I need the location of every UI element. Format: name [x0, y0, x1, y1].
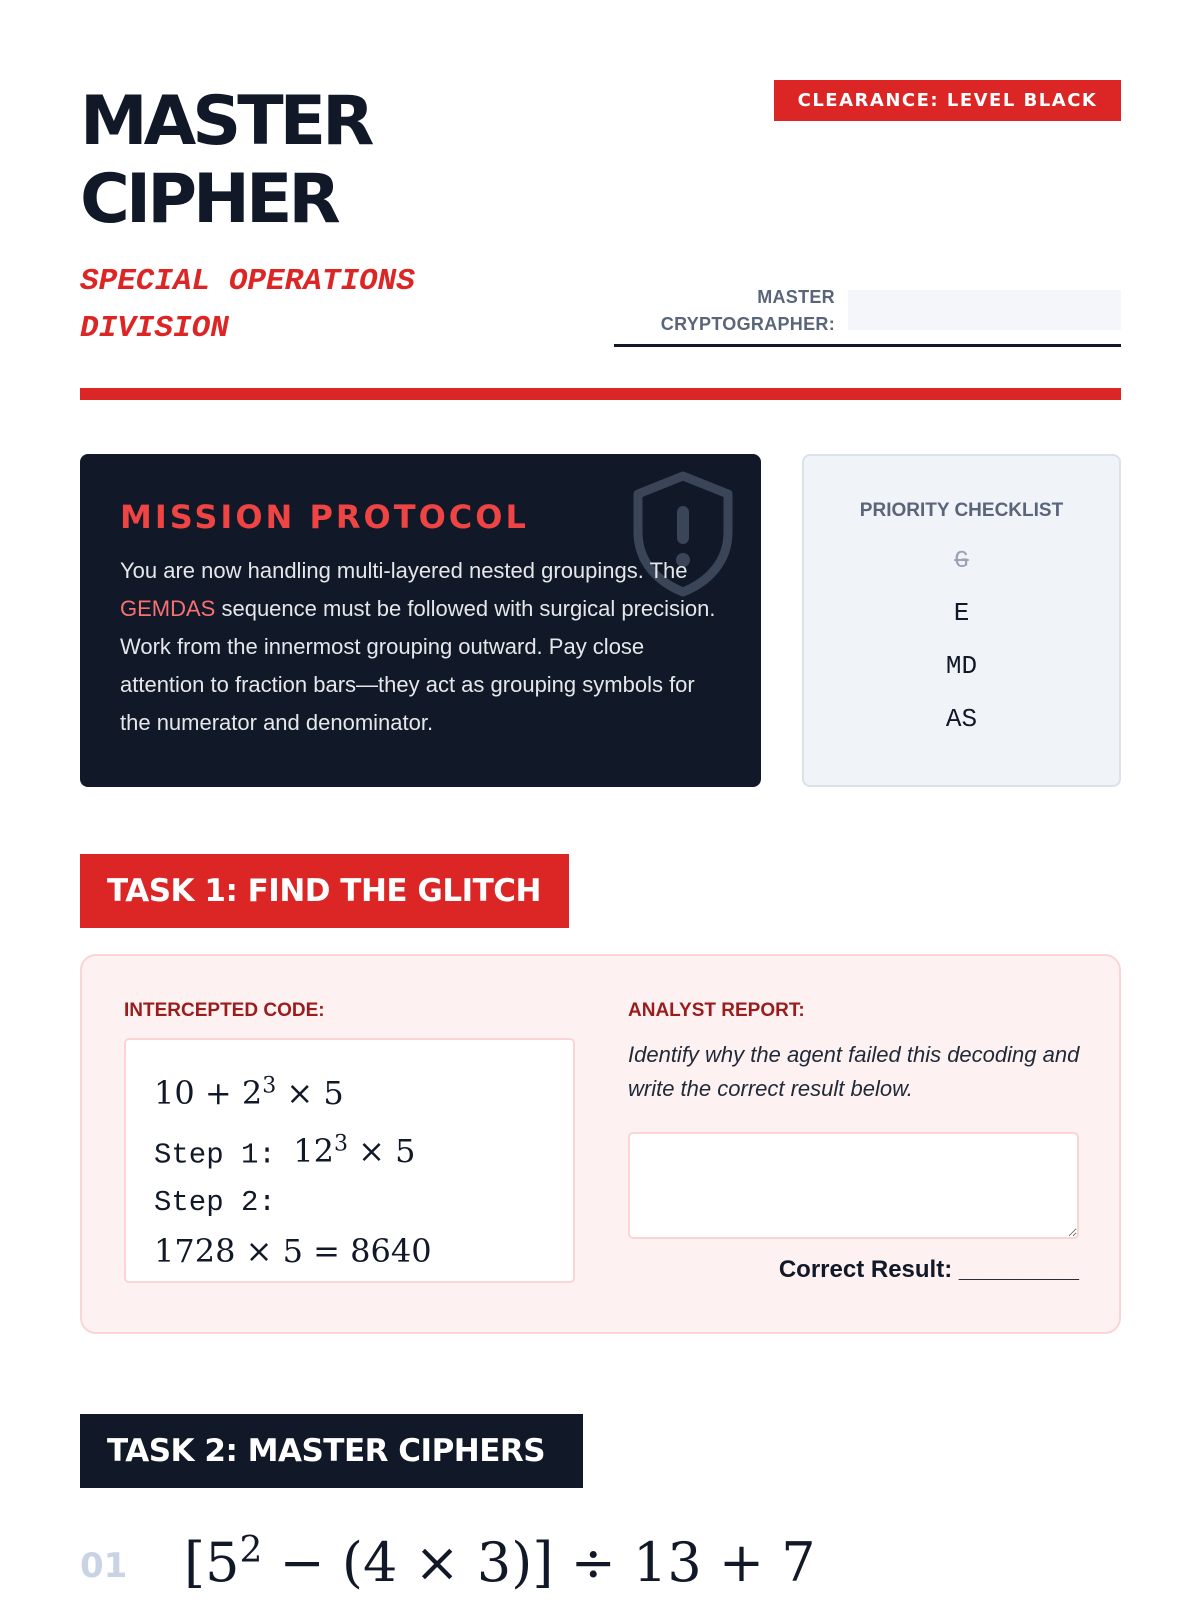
mission-protocol-card — [80, 454, 761, 787]
page-subtitle: SPECIAL OPERATIONS DIVISION — [80, 264, 415, 346]
code-line-1: $10 + 2^3 \times 5$ — [154, 1073, 344, 1112]
intercepted-code-box — [124, 1038, 575, 1283]
code-line-3: Step 2: — [154, 1186, 276, 1220]
code-line-4: 1728 × 5 = 8640 — [154, 1232, 432, 1271]
correct-result-line: Correct Result: _________ — [778, 1256, 1079, 1283]
clearance-badge: CLEARANCE: LEVEL BLACK — [774, 80, 1121, 121]
mission-text-end: sequence must be followed with surgical precision. Work from the innermost grouping outward. Pay close attention to fraction bars—they act as grouping symbols for the numerator and denominator. — [120, 596, 716, 735]
name-field-label: MASTER CRYPTOGRAPHER: — [660, 287, 835, 334]
priority-checklist — [802, 454, 1121, 787]
page-title-line-1: MASTER — [80, 82, 371, 161]
checklist-item-as: AS — [945, 704, 978, 734]
task-1-heading: TASK 1: FIND THE GLITCH — [80, 854, 569, 928]
analyst-report-instructions: Identify why the agent failed this decoding and write the correct result below. — [628, 1042, 1080, 1101]
mission-title: MISSION PROTOCOL — [120, 498, 529, 536]
gemdas-highlight: GEMDAS — [120, 596, 216, 621]
checklist-item-md: MD — [945, 651, 978, 681]
problem-number: 01 — [80, 1546, 128, 1586]
checklist-item-e: E — [953, 598, 970, 628]
cryptographer-name-input[interactable] — [848, 290, 1121, 330]
name-underline — [614, 344, 1121, 347]
problem-expression: $[5^2 - (4 \times 3)] \div 13 + 7$ — [184, 1530, 816, 1594]
mission-text-start: You are now handling multi-layered nested groupings. The — [120, 558, 688, 583]
checklist-title: PRIORITY CHECKLIST — [859, 500, 1064, 521]
analyst-report-input[interactable] — [628, 1132, 1079, 1239]
header-divider — [80, 388, 1121, 400]
page-title-line-2: CIPHER — [80, 160, 337, 239]
code-line-2: Step 1: $12^3 \times 5$ — [154, 1131, 416, 1172]
analyst-report-label: ANALYST REPORT: — [628, 1000, 805, 1021]
task-2-heading: TASK 2: MASTER CIPHERS — [80, 1414, 583, 1488]
find-the-glitch-panel — [80, 954, 1121, 1334]
mission-description — [120, 552, 720, 742]
checklist-item-g: G — [954, 548, 969, 575]
intercepted-code-label: INTERCEPTED CODE: — [124, 1000, 325, 1021]
